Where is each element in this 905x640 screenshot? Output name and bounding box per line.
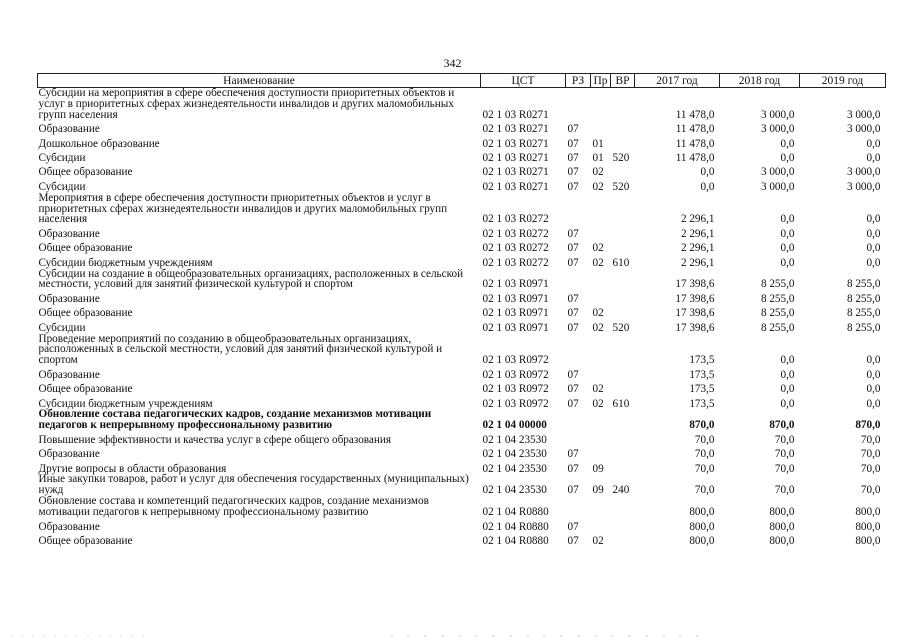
row-vr (611, 460, 635, 474)
row-cst: 02 1 04 00000 (482, 419, 547, 432)
row-2017: 17 398,6 (675, 321, 715, 334)
row-2018: 3 000,0 (760, 108, 795, 121)
row-2017: 17 398,6 (675, 278, 715, 291)
row-2017: 17 398,6 (675, 292, 715, 305)
row-2019: 0,0 (866, 151, 881, 164)
table-row (38, 88, 886, 121)
table-row (38, 395, 886, 409)
row-cst: 02 1 04 R0880 (482, 520, 549, 533)
row-pr: 02 (592, 321, 604, 334)
table-row (38, 135, 886, 149)
table-row (38, 164, 886, 178)
table-row (38, 269, 886, 291)
row-pr (591, 366, 611, 380)
row-2019: 870,0 (855, 419, 881, 432)
row-cst: 02 1 03 R0272 (482, 242, 549, 255)
row-2017: 2 296,1 (680, 256, 715, 269)
row-2019: 0,0 (866, 256, 881, 269)
row-cst: 02 1 04 R0880 (482, 506, 549, 519)
header-2019: 2019 год (800, 74, 886, 88)
row-vr (611, 88, 635, 121)
row-vr (611, 240, 635, 254)
row-cst: 02 1 03 R0971 (482, 321, 549, 334)
header-cst: ЦСТ (481, 74, 566, 88)
row-2019: 3 000,0 (846, 166, 881, 179)
row-2017: 11 478,0 (675, 137, 715, 150)
row-2018: 8 255,0 (760, 307, 795, 320)
row-rz: 07 (567, 462, 579, 475)
row-2019: 0,0 (866, 242, 881, 255)
row-2017: 173,5 (689, 383, 715, 396)
row-rz: 07 (567, 368, 579, 381)
row-cst: 02 1 03 R0271 (482, 180, 549, 193)
table-row (38, 366, 886, 380)
row-2017: 173,5 (689, 354, 715, 367)
row-2019: 0,0 (866, 354, 881, 367)
row-name: Субсидии (38, 321, 86, 334)
row-name: Общее образование (38, 383, 133, 396)
row-vr: 520 (612, 180, 630, 193)
row-rz: 07 (567, 448, 579, 461)
row-2017: 70,0 (694, 484, 715, 497)
row-cst: 02 1 04 23530 (482, 448, 547, 461)
row-pr: 02 (592, 383, 604, 396)
table-row (38, 518, 886, 532)
row-pr: 01 (592, 151, 604, 164)
header-vr: ВР (611, 74, 635, 88)
row-pr: 01 (592, 137, 604, 150)
table-row (38, 290, 886, 304)
row-vr (611, 496, 635, 518)
table-row (38, 225, 886, 239)
row-name: Субсидии бюджетным учреждениям (38, 256, 213, 269)
row-2019: 3 000,0 (846, 123, 881, 136)
page-number: 342 (443, 56, 462, 70)
row-rz: 07 (567, 307, 579, 320)
row-2017: 11 478,0 (675, 108, 715, 121)
table-row (38, 431, 886, 445)
row-name: Общее образование (38, 242, 133, 255)
row-2018: 800,0 (769, 534, 795, 547)
row-rz: 07 (567, 180, 579, 193)
row-2019: 8 255,0 (846, 321, 881, 334)
header-rz: РЗ (566, 74, 591, 88)
row-2017: 173,5 (689, 397, 715, 410)
row-2019: 3 000,0 (846, 108, 881, 121)
row-vr (611, 366, 635, 380)
row-pr: 02 (592, 166, 604, 179)
row-vr (611, 135, 635, 149)
header-2018: 2018 год (720, 74, 800, 88)
row-vr (611, 305, 635, 319)
row-cst: 02 1 03 R0971 (482, 278, 549, 291)
row-rz: 07 (567, 484, 579, 497)
table-body (38, 88, 886, 547)
row-cst: 02 1 03 R0271 (482, 137, 549, 150)
row-vr (611, 409, 635, 431)
row-name: Субсидии на создание в общеобразовательных организациях, расположенных в сельской местности, условий для занятий физической культурой и спортом (38, 267, 464, 291)
row-2019: 800,0 (855, 534, 881, 547)
header-name: Наименование (38, 74, 481, 88)
row-rz: 07 (567, 321, 579, 334)
row-2018: 70,0 (774, 462, 795, 475)
row-rz: 07 (567, 256, 579, 269)
row-2017: 70,0 (694, 433, 715, 446)
row-name: Субсидии на мероприятия в сфере обеспечения доступности приоритетных объектов и услуг в приоритетных сферах жизнедеятельности инвалидов и других маломобильных групп населения (38, 87, 455, 121)
row-pr: 02 (592, 307, 604, 320)
row-pr (591, 121, 611, 135)
row-2018: 0,0 (780, 256, 795, 269)
row-cst: 02 1 04 23530 (482, 433, 547, 446)
table-row (38, 178, 886, 192)
row-vr (611, 431, 635, 445)
row-vr: 240 (612, 484, 630, 497)
scan-artifact-line (0, 632, 905, 640)
row-cst: 02 1 03 R0271 (482, 108, 549, 121)
row-2018: 0,0 (780, 151, 795, 164)
budget-table (37, 73, 886, 547)
row-name: Обновление состава педагогических кадров, создание механизмов мотивации педагогов к непрерывному профессиональному развитию (38, 408, 432, 432)
row-rz: 07 (567, 397, 579, 410)
row-2018: 3 000,0 (760, 123, 795, 136)
row-name: Образование (38, 520, 100, 533)
row-2018: 0,0 (780, 137, 795, 150)
table-row (38, 334, 886, 367)
row-2019: 70,0 (860, 462, 881, 475)
row-name: Субсидии (38, 151, 86, 164)
row-rz (566, 431, 591, 445)
table-row (38, 474, 886, 496)
row-rz: 07 (567, 123, 579, 136)
row-name: Общее образование (38, 166, 133, 179)
row-vr (611, 164, 635, 178)
row-2019: 0,0 (866, 213, 881, 226)
row-2019: 70,0 (860, 484, 881, 497)
row-rz: 07 (567, 227, 579, 240)
table-row (38, 121, 886, 135)
row-2017: 800,0 (689, 506, 715, 519)
row-2019: 8 255,0 (846, 278, 881, 291)
header-pr: Пр (591, 74, 611, 88)
row-rz: 07 (567, 292, 579, 305)
row-2019: 8 255,0 (846, 292, 881, 305)
row-pr (591, 334, 611, 367)
row-2019: 0,0 (866, 397, 881, 410)
row-name: Другие вопросы в области образования (38, 462, 227, 475)
row-2017: 0,0 (700, 180, 715, 193)
row-rz: 07 (567, 137, 579, 150)
row-2018: 0,0 (780, 227, 795, 240)
table-row (38, 496, 886, 518)
row-rz: 07 (567, 242, 579, 255)
row-2017: 800,0 (689, 520, 715, 533)
row-2019: 70,0 (860, 433, 881, 446)
row-name: Образование (38, 448, 100, 461)
row-cst: 02 1 03 R0972 (482, 397, 549, 410)
row-2019: 800,0 (855, 506, 881, 519)
row-rz (566, 334, 591, 367)
row-name: Субсидии (38, 180, 86, 193)
table-row (38, 381, 886, 395)
row-2017: 870,0 (689, 419, 715, 432)
row-2017: 2 296,1 (680, 242, 715, 255)
row-pr (591, 409, 611, 431)
row-name: Образование (38, 368, 100, 381)
row-pr: 02 (592, 180, 604, 193)
row-2017: 11 478,0 (675, 123, 715, 136)
row-vr (611, 532, 635, 546)
row-cst: 02 1 03 R0972 (482, 383, 549, 396)
row-2018: 70,0 (774, 433, 795, 446)
row-2018: 0,0 (780, 354, 795, 367)
row-pr: 02 (592, 256, 604, 269)
row-cst: 02 1 03 R0271 (482, 151, 549, 164)
row-cst: 02 1 03 R0272 (482, 213, 549, 226)
row-2017: 17 398,6 (675, 307, 715, 320)
row-pr (591, 496, 611, 518)
row-pr (591, 225, 611, 239)
row-pr: 02 (592, 534, 604, 547)
row-name: Дошкольное образование (38, 137, 160, 150)
table-header-row (38, 74, 886, 88)
row-name: Повышение эффективности и качества услуг в сфере общего образования (38, 433, 392, 446)
header-2017: 2017 год (635, 74, 720, 88)
row-2018: 8 255,0 (760, 278, 795, 291)
row-pr (591, 518, 611, 532)
table-row (38, 254, 886, 268)
row-vr: 520 (612, 151, 630, 164)
row-name: Образование (38, 292, 100, 305)
row-2018: 70,0 (774, 484, 795, 497)
row-vr (611, 269, 635, 291)
row-2017: 70,0 (694, 462, 715, 475)
row-2018: 8 255,0 (760, 321, 795, 334)
row-rz (566, 409, 591, 431)
row-2019: 800,0 (855, 520, 881, 533)
row-2019: 70,0 (860, 448, 881, 461)
row-2017: 800,0 (689, 534, 715, 547)
row-name: Мероприятия в сфере обеспечения доступности приоритетных объектов и услуг в приоритетных сферах жизнедеятельности инвалидов и других маломобильных групп населения (38, 191, 448, 226)
row-vr (611, 290, 635, 304)
row-rz (566, 88, 591, 121)
row-pr (591, 269, 611, 291)
row-2018: 0,0 (780, 397, 795, 410)
row-cst: 02 1 03 R0271 (482, 123, 549, 136)
row-2018: 800,0 (769, 520, 795, 533)
row-rz: 07 (567, 534, 579, 547)
row-vr: 610 (612, 397, 630, 410)
row-name: Обновление состава и компетенций педагогических кадров, создание механизмов мотивации педагогов к непрерывному профессиональному развитию (38, 495, 429, 519)
row-2019: 0,0 (866, 137, 881, 150)
row-name: Образование (38, 227, 100, 240)
row-pr (591, 446, 611, 460)
row-2019: 3 000,0 (846, 180, 881, 193)
row-2018: 800,0 (769, 506, 795, 519)
row-cst: 02 1 03 R0971 (482, 292, 549, 305)
row-2019: 0,0 (866, 227, 881, 240)
row-2018: 0,0 (780, 242, 795, 255)
table-row (38, 532, 886, 546)
row-pr (591, 431, 611, 445)
row-vr (611, 334, 635, 367)
row-2018: 870,0 (769, 419, 795, 432)
row-cst: 02 1 03 R0272 (482, 256, 549, 269)
row-2018: 8 255,0 (760, 292, 795, 305)
table-row (38, 240, 886, 254)
row-vr (611, 193, 635, 226)
row-2017: 11 478,0 (675, 151, 715, 164)
row-cst: 02 1 03 R0271 (482, 166, 549, 179)
row-rz (566, 193, 591, 226)
table-row (38, 150, 886, 164)
row-name: Проведение мероприятий по созданию в общеобразовательных организациях, расположенных в сельской местности, условий для занятий физической культурой и спортом (38, 332, 443, 367)
row-vr (611, 121, 635, 135)
row-2017: 2 296,1 (680, 227, 715, 240)
row-2018: 0,0 (780, 368, 795, 381)
table-row (38, 460, 886, 474)
row-2018: 70,0 (774, 448, 795, 461)
row-2018: 0,0 (780, 383, 795, 396)
row-cst: 02 1 04 23530 (482, 462, 547, 475)
row-rz (566, 269, 591, 291)
row-pr: 02 (592, 242, 604, 255)
row-2017: 70,0 (694, 448, 715, 461)
table-row (38, 446, 886, 460)
row-pr (591, 193, 611, 226)
row-name: Субсидии бюджетным учреждениям (38, 397, 213, 410)
row-2019: 0,0 (866, 383, 881, 396)
row-2018: 0,0 (780, 213, 795, 226)
row-pr: 02 (592, 397, 604, 410)
row-2017: 0,0 (700, 166, 715, 179)
row-name: Общее образование (38, 534, 133, 547)
row-vr (611, 518, 635, 532)
row-2017: 2 296,1 (680, 213, 715, 226)
row-vr: 610 (612, 256, 630, 269)
table-row (38, 319, 886, 333)
row-2018: 3 000,0 (760, 166, 795, 179)
row-pr (591, 88, 611, 121)
row-cst: 02 1 04 23530 (482, 484, 547, 497)
row-vr (611, 381, 635, 395)
row-rz: 07 (567, 151, 579, 164)
row-rz: 07 (567, 383, 579, 396)
table-row (38, 193, 886, 226)
row-cst: 02 1 03 R0972 (482, 354, 549, 367)
row-2019: 0,0 (866, 368, 881, 381)
row-pr: 09 (592, 462, 604, 475)
table-row (38, 305, 886, 319)
row-2019: 8 255,0 (846, 307, 881, 320)
row-vr (611, 446, 635, 460)
row-2017: 173,5 (689, 368, 715, 381)
row-cst: 02 1 04 R0880 (482, 534, 549, 547)
table-row (38, 409, 886, 431)
row-cst: 02 1 03 R0972 (482, 368, 549, 381)
row-vr (611, 225, 635, 239)
row-2018: 3 000,0 (760, 180, 795, 193)
row-name: Иные закупки товаров, работ и услуг для обеспечения государственных (муниципальных) нужд (38, 473, 469, 497)
row-name: Общее образование (38, 307, 133, 320)
row-cst: 02 1 03 R0971 (482, 307, 549, 320)
row-rz: 07 (567, 520, 579, 533)
row-rz: 07 (567, 166, 579, 179)
row-pr: 09 (592, 484, 604, 497)
row-name: Образование (38, 123, 100, 136)
row-pr (591, 290, 611, 304)
row-rz (566, 496, 591, 518)
row-cst: 02 1 03 R0272 (482, 227, 549, 240)
row-vr: 520 (612, 321, 630, 334)
